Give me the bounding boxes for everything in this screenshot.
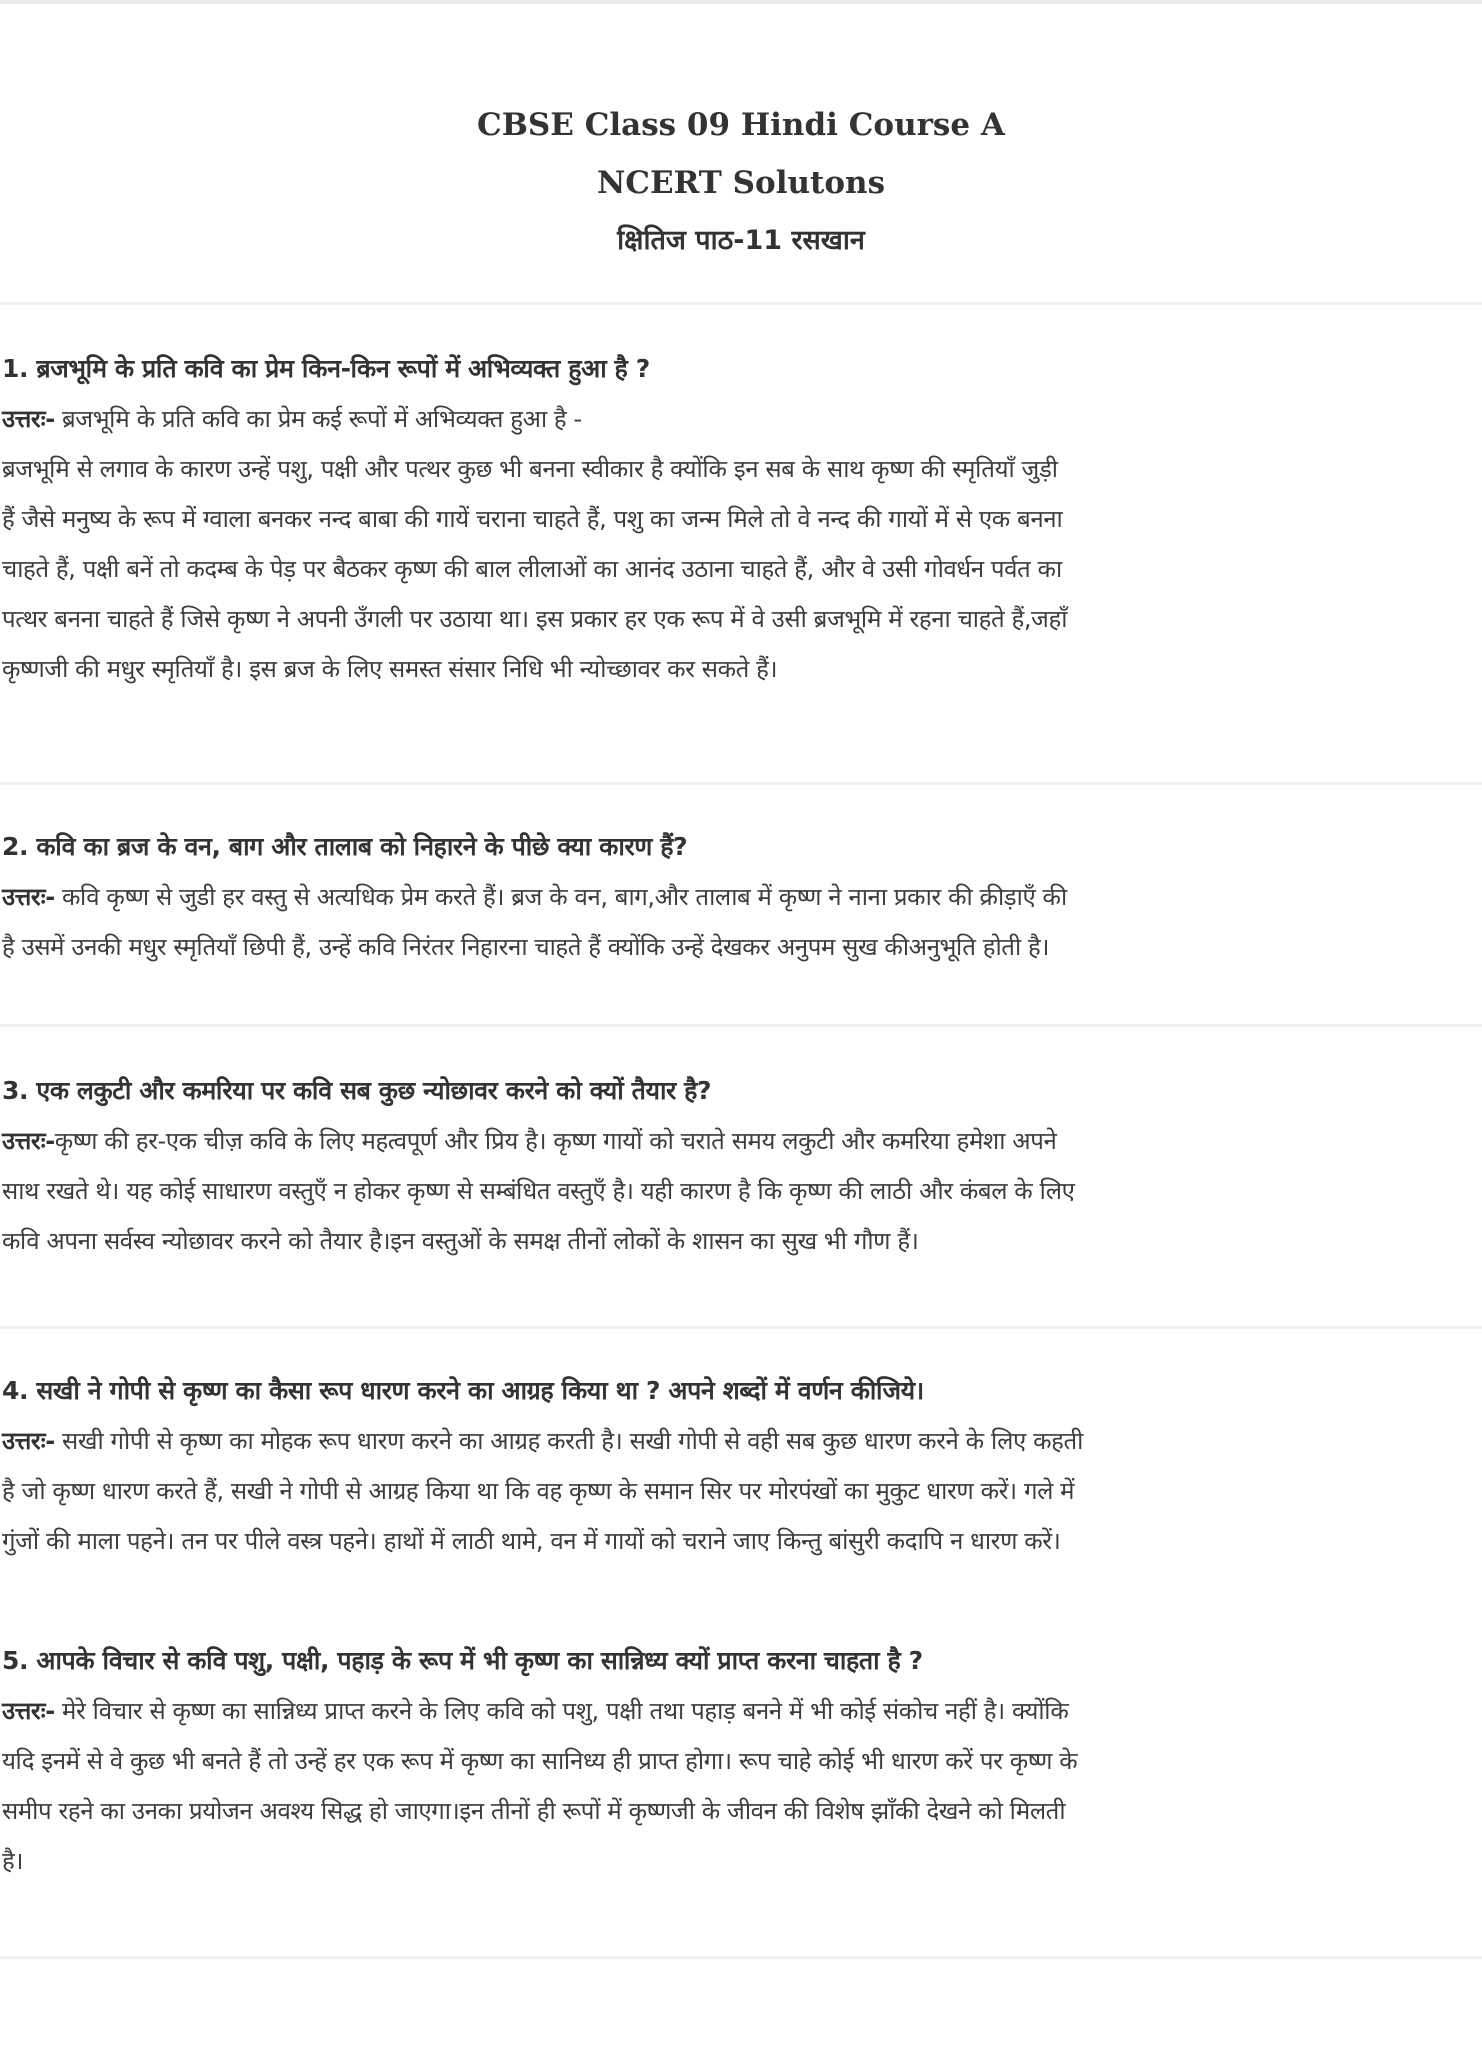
qa-section-1 xyxy=(0,344,1482,694)
answer-line: कृष्णजी की मधुर स्मृतियाँ है। इस ब्रज के लिए समस्त संसार निधि भी न्योच्छावर कर सकते हैं। xyxy=(2,655,778,683)
answer-line: चाहते हैं, पक्षी बनें तो कदम्ब के पेड़ पर बैठकर कृष्ण की बाल लीलाओं का आनंद उठाना चाहते हैं, और वे उसी गोवर्धन पर्वत का xyxy=(2,555,1062,583)
document-header xyxy=(0,96,1482,270)
answer-3 xyxy=(2,1116,1476,1266)
answer-line: उत्तरः- ब्रजभूमि के प्रति कवि का प्रेम कई रूपों में अभिव्यक्त हुआ है - xyxy=(2,405,582,433)
qa-section-4 xyxy=(0,1366,1482,1566)
answer-line: यदि इनमें से वे कुछ भी बनते हैं तो उन्हें हर एक रूप में कृष्ण का सानिध्य ही प्राप्त होगा। रूप चाहे कोई भी धारण करें पर कृष्ण के xyxy=(2,1747,1078,1775)
answer-5 xyxy=(2,1686,1476,1886)
answer-label: उत्तरः- xyxy=(2,405,55,433)
answer-line: है। xyxy=(2,1847,24,1875)
header-subtitle: NCERT Solutons xyxy=(596,165,886,201)
top-rule xyxy=(0,0,1482,4)
answer-line: कवि अपना सर्वस्व न्योछावर करने को तैयार है।इन वस्तुओं के समक्ष तीनों लोकों के शासन का सुख भी गौण हैं। xyxy=(2,1227,919,1255)
answer-line: उत्तरः- सखी गोपी से कृष्ण का मोहक रूप धारण करने का आग्रह करती है। सखी गोपी से वही सब कुछ धारण करने के लिए कहती xyxy=(2,1427,1084,1455)
divider xyxy=(0,302,1482,305)
answer-label: उत्तरः- xyxy=(2,883,55,911)
divider xyxy=(0,1326,1482,1329)
answer-2 xyxy=(2,872,1476,972)
answer-label: उत्तरः- xyxy=(2,1697,55,1725)
divider xyxy=(0,782,1482,785)
answer-line: ब्रजभूमि से लगाव के कारण उन्हें पशु, पक्षी और पत्थर कुछ भी बनना स्वीकार है क्योंकि इन सब के साथ कृष्ण की स्मृतियाँ जुड़ी xyxy=(2,455,1058,483)
answer-line: पत्थर बनना चाहते हैं जिसे कृष्ण ने अपनी उँगली पर उठाया था। इस प्रकार हर एक रूप में वे उसी ब्रजभूमि में रहना चाहते हैं,जहाँ xyxy=(2,605,1068,633)
question-4: 4. सखी ने गोपी से कृष्ण का कैसा रूप धारण करने का आग्रह किया था ? अपने शब्दों में वर्णन कीजिये। xyxy=(2,1376,924,1405)
answer-line: उत्तरः-कृष्ण की हर-एक चीज़ कवि के लिए महत्वपूर्ण और प्रिय है। कृष्ण गायों को चराते समय लकुटी और कमरिया हमेशा अपने xyxy=(2,1127,1057,1155)
divider xyxy=(0,1956,1482,1959)
qa-section-3 xyxy=(0,1066,1482,1266)
answer-label: उत्तरः- xyxy=(2,1427,55,1455)
answer-line: उत्तरः- मेरे विचार से कृष्ण का सान्निध्य प्राप्त करने के लिए कवि को पशु, पक्षी तथा पहाड़ बनने में भी कोई संकोच नहीं है। क्योंकि xyxy=(2,1697,1069,1725)
answer-line: है जो कृष्ण धारण करते हैं, सखी ने गोपी से आग्रह किया था कि वह कृष्ण के समान सिर पर मोरपंखों का मुकुट धारण करें। गले में xyxy=(2,1477,1075,1505)
divider xyxy=(0,1024,1482,1027)
question-3: 3. एक लकुटी और कमरिया पर कवि सब कुछ न्योछावर करने को क्यों तैयार है? xyxy=(2,1076,712,1105)
answer-line: गुंजों की माला पहने। तन पर पीले वस्त्र पहने। हाथों में लाठी थामे, वन में गायों को चराने जाए किन्तु बांसुरी कदापि न धारण करें। xyxy=(2,1527,1061,1555)
header-chapter: क्षितिज पाठ-11 रसखान xyxy=(617,225,865,256)
answer-label: उत्तरः- xyxy=(2,1127,55,1155)
qa-section-2 xyxy=(0,822,1482,972)
answer-line: उत्तरः- कवि कृष्ण से जुडी हर वस्तु से अत्यधिक प्रेम करते हैं। ब्रज के वन, बाग,और तालाब में कृष्ण ने नाना प्रकार की क्रीड़ाएँ की xyxy=(2,883,1067,911)
answer-line: समीप रहने का उनका प्रयोजन अवश्य सिद्ध हो जाएगा।इन तीनों ही रूपों में कृष्णजी के जीवन की विशेष झाँकी देखने को मिलती xyxy=(2,1797,1066,1825)
question-5: 5. आपके विचार से कवि पशु, पक्षी, पहाड़ के रूप में भी कृष्ण का सान्निध्य क्यों प्राप्त करना चाहता है ? xyxy=(2,1646,923,1675)
header-title: CBSE Class 09 Hindi Course A xyxy=(477,107,1005,143)
answer-line: हैं जैसे मनुष्य के रूप में ग्वाला बनकर नन्द बाबा की गायें चराना चाहते हैं, पशु का जन्म मिले तो वे नन्द की गायों में से एक बनना xyxy=(2,505,1063,533)
answer-line: है उसमें उनकी मधुर स्मृतियाँ छिपी हैं, उन्हें कवि निरंतर निहारना चाहते हैं क्योंकि उन्हें देखकर अनुपम सुख कीअनुभूति होती है। xyxy=(2,933,1050,961)
answer-1 xyxy=(2,394,1476,694)
qa-section-5 xyxy=(0,1636,1482,1886)
question-1: 1. ब्रजभूमि के प्रति कवि का प्रेम किन-किन रूपों में अभिव्यक्त हुआ है ? xyxy=(2,354,650,383)
answer-4 xyxy=(2,1416,1476,1566)
question-2: 2. कवि का ब्रज के वन, बाग और तालाब को निहारने के पीछे क्या कारण हैं? xyxy=(2,832,688,861)
answer-line: साथ रखते थे। यह कोई साधारण वस्तुएँ न होकर कृष्ण से सम्बंधित वस्तुएँ है। यही कारण है कि कृष्ण की लाठी और कंबल के लिए xyxy=(2,1177,1075,1205)
